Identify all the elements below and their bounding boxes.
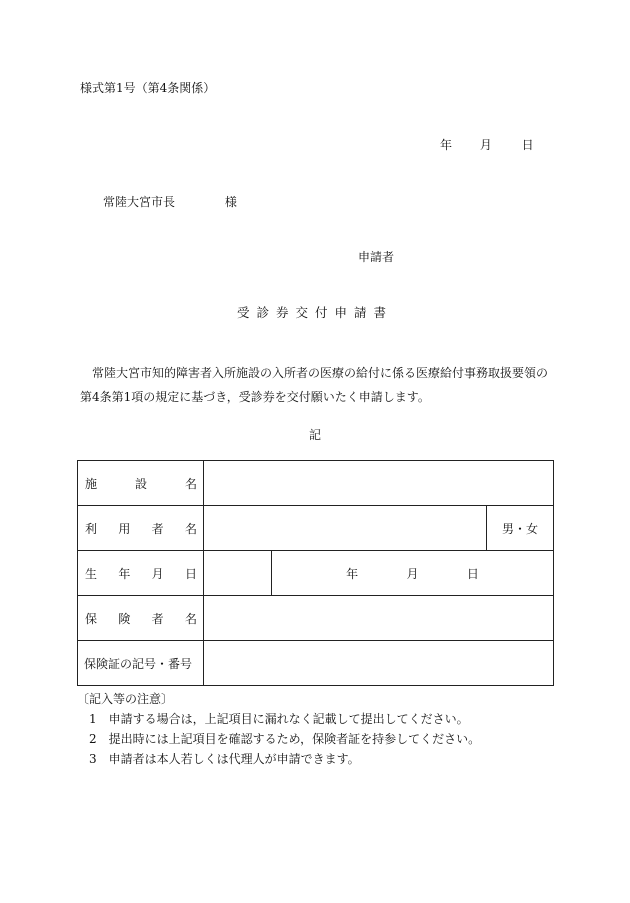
- input-insurer-name[interactable]: [204, 596, 554, 641]
- addressee: [103, 193, 237, 210]
- birth-month-label: 月: [406, 566, 419, 581]
- label-char: 名: [184, 476, 197, 491]
- birth-day-label: 日: [466, 566, 479, 581]
- label-facility-name: [78, 461, 204, 506]
- insurance-card-label: 保険証の記号・番号: [84, 656, 193, 671]
- label-char: 年: [118, 566, 131, 581]
- input-user-name[interactable]: [204, 506, 487, 551]
- label-char: 利: [85, 521, 98, 536]
- date-month: 月: [479, 138, 492, 152]
- date-day: 日: [521, 138, 534, 152]
- label-char: 者: [151, 521, 164, 536]
- form-number: 様式第1号（第4条関係）: [80, 81, 216, 95]
- row-user-name: [78, 506, 554, 551]
- document-title: 受診券交付申請書: [236, 305, 393, 320]
- gender-field[interactable]: 男・女: [487, 506, 554, 551]
- label-char: 者: [151, 611, 164, 626]
- application-table: [77, 460, 554, 686]
- row-insurance-card: [78, 641, 554, 686]
- row-facility-name: [78, 461, 554, 506]
- note-item: 2 提出時には上記項目を確認するため，保険者証を持参してください。: [89, 732, 481, 746]
- note-item: 3 申請者は本人若しくは代理人が申請できます。: [89, 752, 360, 766]
- row-insurer-name: [78, 596, 554, 641]
- notes: [77, 689, 480, 769]
- note-item: 1 申請する場合は，上記項目に漏れなく記載して提出してください。: [89, 712, 469, 726]
- body-text: 常陸大宮市知的障害者入所施設の入所者の医療の給付に係る医療給付事務取扱要領の第4条第1項の規定に基づき，受診券を交付願いたく申請します。: [80, 366, 549, 404]
- birth-year-label: 年: [346, 566, 359, 581]
- date-year: 年: [440, 138, 453, 152]
- date-line: [440, 136, 534, 153]
- label-char: 険: [118, 611, 131, 626]
- applicant-label: 申請者: [358, 250, 395, 264]
- addressee-name: 常陸大宮市長: [103, 195, 176, 209]
- label-char: 名: [184, 611, 197, 626]
- ki-label: 記: [308, 428, 321, 442]
- label-char: 日: [184, 566, 197, 581]
- label-char: 名: [184, 521, 197, 536]
- label-insurance-card: [78, 641, 204, 686]
- label-char: 保: [85, 611, 98, 626]
- label-char: 設: [134, 476, 147, 491]
- input-facility-name[interactable]: [204, 461, 554, 506]
- label-char: 生: [85, 566, 98, 581]
- label-insurer-name: [78, 596, 204, 641]
- label-char: 用: [118, 521, 131, 536]
- input-birth-date[interactable]: [272, 551, 554, 596]
- label-user-name: [78, 506, 204, 551]
- label-birth-date: [78, 551, 204, 596]
- input-era[interactable]: [204, 551, 272, 596]
- addressee-honorific: 様: [224, 195, 237, 209]
- label-char: 月: [151, 566, 164, 581]
- notes-heading: 〔記入等の注意〕: [77, 692, 174, 706]
- input-insurance-card[interactable]: [204, 641, 554, 686]
- label-char: 施: [85, 476, 98, 491]
- row-birth-date: [78, 551, 554, 596]
